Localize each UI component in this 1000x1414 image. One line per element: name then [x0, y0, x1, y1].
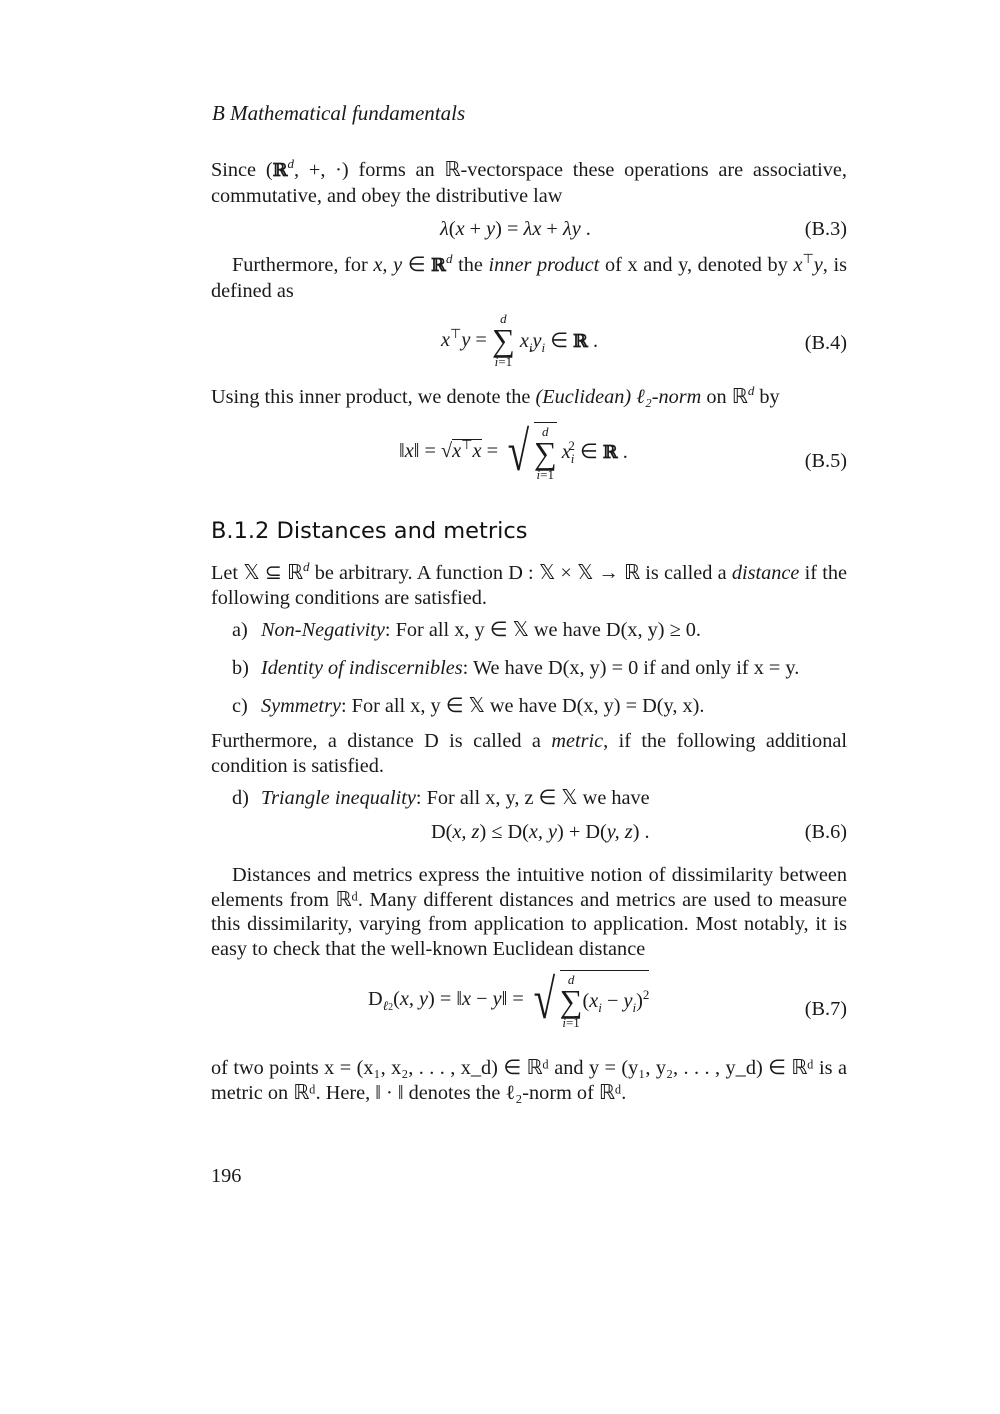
running-header: B Mathematical fundamentals: [212, 101, 466, 125]
equation-label: (B.7): [804, 998, 847, 1020]
equation-b4: x⊤y = d ∑ i=1 $x_iy_i$ ∈ ℝ . (B.4): [441, 311, 847, 369]
section-heading: B.1.2 Distances and metrics: [211, 518, 528, 544]
paragraph-dissimilarity: Distances and metrics express the intuitive notion of dissimilarity between elements from ℝᵈ. Many different distances and metrics are used to measure this dissimilarity, varying from application to application. Most notably, it is easy to check that the well-known Euclidean distance: [211, 864, 847, 960]
equation-label: (B.6): [804, 821, 847, 843]
equation-label: (B.5): [804, 450, 847, 472]
paragraph-norm: Using this inner product, we denote the (Euclidean) ℓ₂-norm on ℝ$^d$ by: [211, 383, 780, 408]
list-item-symmetry: c) Symmetry: For all x, y ∈ 𝕏 we have D(x, y) = D(y, x).: [232, 695, 705, 717]
paragraph-inner-product: Furthermore, for x, y ∈ ℝ$^d$ the inner product of x and y, denoted by x⊤y, is defined as: [211, 251, 848, 302]
equation-b7: $D_{\ell 2}(x$, y) = ‖x − y‖ = √ d ∑ i=1 $(x_i - y_i)^2$ (B.7): [368, 968, 847, 1031]
document-page: B Mathematical fundamentals Since (ℝ$^d$, +, ·) forms an ℝ-vectorspace these operations are associative, commutative, and obey the distributive law λ(x + y) = λx + λy . (B.3) Furthermore, for x, y ∈ ℝ$^d$ the inner product of x and y, denoted by x⊤y, is defined as x⊤y = d ∑ i=1 $x_iy_i$ ∈ ℝ . (B.4) Using this inner product, we denote the (Euclidean) ℓ₂-norm on ℝ$^d$ by ‖x‖ = √x⊤x = √ d ∑ i=1 $x_i^2$ ∈ ℝ . (B.5) B.1.2 Distances and metrics Let 𝕏 ⊆ ℝ$^d$ be arbitrary. A function D : 𝕏 × 𝕏 → ℝ is called a distance if the following conditions are satisfied. a) Non-Negativity: For all x, y ∈ 𝕏 we have D(x, y) ≥ 0. b) Identity of indiscernibles: We have D(x, y) = 0 if and only if x = y. c) Symmetry: For all x, y ∈ 𝕏 we have D(x, y) = D(y, x). Furthermore, a distance D is called a metric, if the following additional condition is satisfied. d) Triangle inequality: For all x, y, z ∈ 𝕏 we have D(x, z) ≤ D(x, y) + D(y, z) . (B.6) Distances and metrics express the intuitive notion of dissimilarity between elements from ℝᵈ. Many different distances and metrics are used to measure this dissimilarity, varying from application to application. Most notably, it is easy to check that the well-known Euclidean distance $D_{\ell 2}(x$, y) = ‖x − y‖ = √ d ∑ i=1 $(x_i - y_i)^2$ (B.7) of two points x = (x₁, x₂, . . . , x_d) ∈ ℝᵈ and y = (y₁, y₂, . . . , y_d) ∈ ℝᵈ is a metric on ℝᵈ. Here, ‖ · ‖ denotes the ℓ₂-norm of ℝᵈ. 196: [211, 101, 848, 1187]
paragraph-euclidean-metric: of two points x = (x₁, x₂, . . . , x_d) ∈ ℝᵈ and y = (y₁, y₂, . . . , y_d) ∈ ℝᵈ is a metric on ℝᵈ. Here, ‖ · ‖ denotes the ℓ₂-norm of ℝᵈ.: [211, 1057, 847, 1104]
paragraph-metric: Furthermore, a distance D is called a metric, if the following additional condition is satisfied.: [211, 730, 847, 777]
equation-b5: ‖x‖ = √x⊤x = √ d ∑ i=1 $x_i^2$ ∈ ℝ . (B.5): [399, 420, 847, 483]
paragraph-distance-def: Let 𝕏 ⊆ ℝ$^d$ be arbitrary. A function D : 𝕏 × 𝕏 → ℝ is called a distance if the following conditions are satisfied.: [211, 559, 848, 609]
equation-label: (B.4): [804, 332, 847, 354]
sqrt-sum: √ d ∑ i=1 $(x_i - y_i)^2$: [533, 968, 650, 1031]
paragraph-vectorspace: Since (ℝ$^d$, +, ·) forms an ℝ-vectorspace these operations are associative, commutative, and obey the distributive law: [211, 156, 847, 207]
page-number: 196: [211, 1165, 242, 1187]
list-item-non-negativity: a) Non-Negativity: For all x, y ∈ 𝕏 we have D(x, y) ≥ 0.: [232, 619, 701, 641]
list-item-triangle: d) Triangle inequality: For all x, y, z ∈ 𝕏 we have: [232, 787, 650, 809]
equation-label: (B.3): [804, 218, 847, 240]
list-item-identity: b) Identity of indiscernibles: We have D(x, y) = 0 if and only if x = y.: [232, 657, 800, 679]
sqrt-sum: √ d ∑ i=1: [507, 420, 557, 483]
